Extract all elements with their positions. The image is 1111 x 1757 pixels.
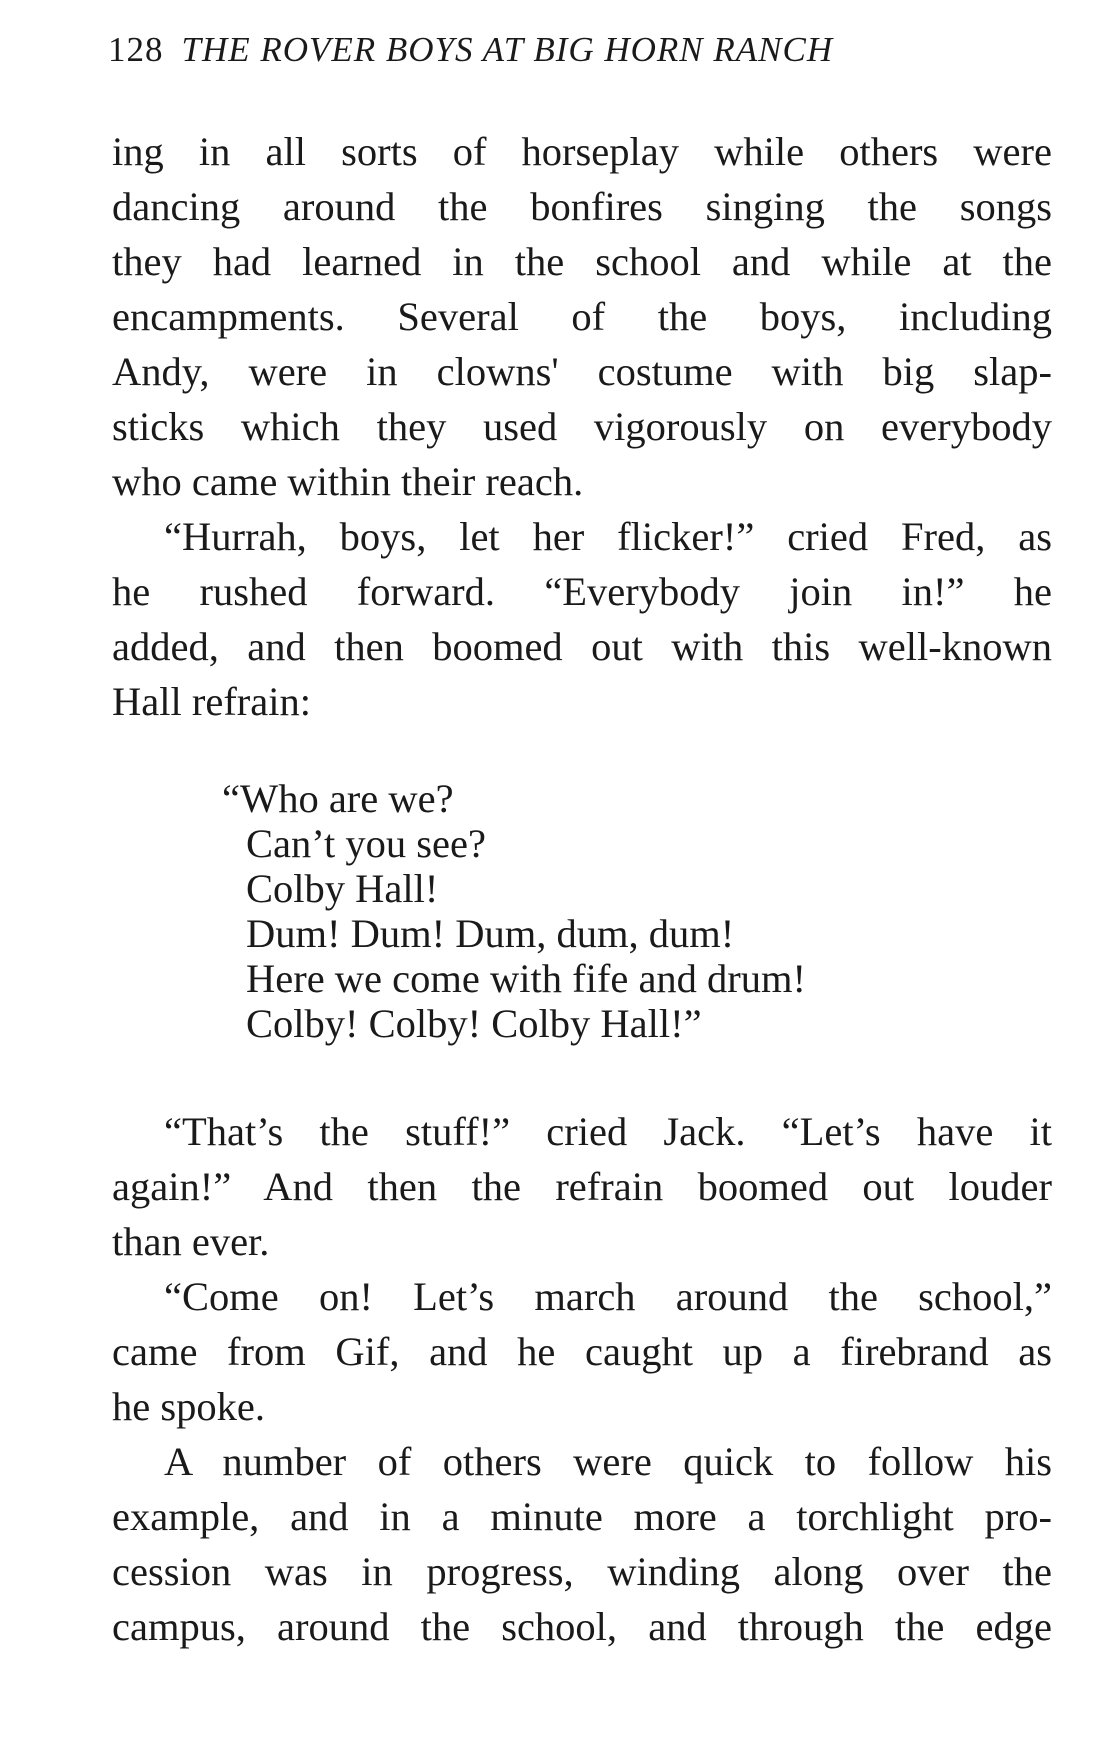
text-line: again!” And then the refrain boomed out louder [112,1164,1052,1209]
verse-line: Can’t you see? [246,821,486,866]
text-line: who came within their reach. [112,459,584,504]
verse-refrain [222,776,806,1046]
running-title: THE ROVER BOYS AT BIG HORN RANCH [181,30,834,69]
text-line: ing in all sorts of horseplay while others were [112,129,1052,174]
verse-line: Colby! Colby! Colby Hall!” [246,1001,702,1046]
text-line: Andy, were in clowns' costume with big slap- [112,349,1052,394]
paragraph-fred [112,509,1052,729]
paragraph-procession [112,1434,1052,1654]
text-line: sticks which they used vigorously on everybody [112,404,1052,449]
verse-line: “Who are we? [222,776,454,821]
text-line: “Hurrah, boys, let her flicker!” cried Fred, as [164,514,1052,559]
text-line: A number of others were quick to follow his [164,1439,1052,1484]
text-line: he spoke. [112,1384,265,1429]
paragraph-gif [112,1269,1052,1434]
text-line: encampments. Several of the boys, including [112,294,1052,339]
text-line: “That’s the stuff!” cried Jack. “Let’s have it [164,1109,1052,1154]
text-line: dancing around the bonfires singing the songs [112,184,1052,229]
text-line: than ever. [112,1219,270,1264]
text-line: came from Gif, and he caught up a firebrand as [112,1329,1052,1374]
verse-line: Dum! Dum! Dum, dum, dum! [246,911,735,956]
body-text-top [112,124,1052,729]
verse-line: Colby Hall! [246,866,439,911]
text-line: Hall refrain: [112,679,312,724]
verse-line: Here we come with fife and drum! [246,956,807,1001]
text-line: example, and in a minute more a torchlight pro- [112,1494,1052,1539]
text-line: he rushed forward. “Everybody join in!” he [112,569,1052,614]
body-text-bottom [112,1104,1052,1654]
text-line: cession was in progress, winding along over the [112,1549,1052,1594]
text-line: they had learned in the school and while at the [112,239,1052,284]
running-head [108,30,1048,70]
paragraph-jack [112,1104,1052,1269]
text-line: “Come on! Let’s march around the school,” [164,1274,1052,1319]
text-line: campus, around the school, and through the edge [112,1604,1052,1649]
text-line: added, and then boomed out with this well-known [112,624,1052,669]
paragraph-continuation [112,124,1052,509]
page-number: 128 [108,30,164,69]
